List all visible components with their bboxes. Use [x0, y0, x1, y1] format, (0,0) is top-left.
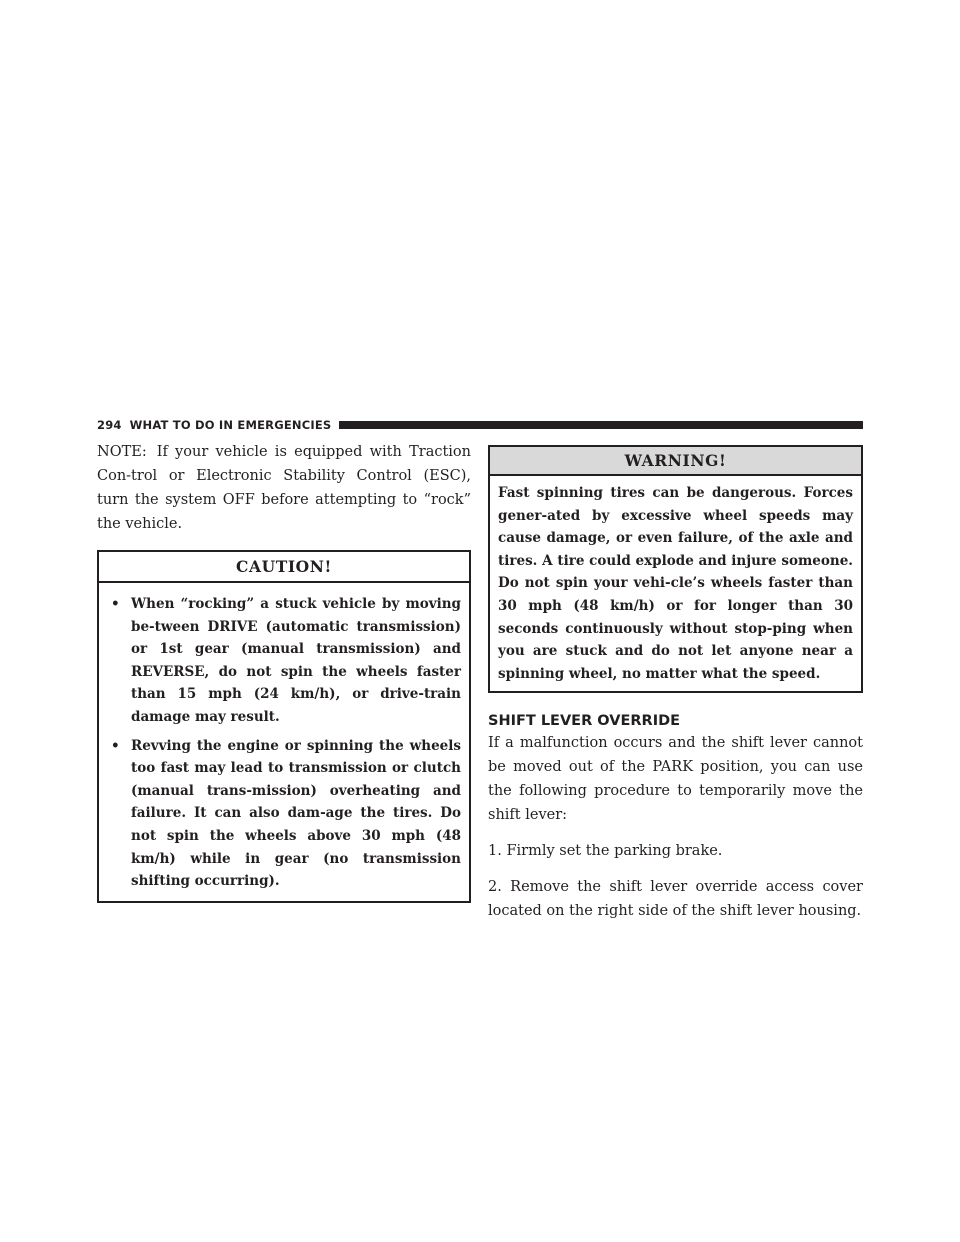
section-title: WHAT TO DO IN EMERGENCIES — [129, 418, 332, 432]
caution-item-text: When “rocking” a stuck vehicle by moving be-tween DRIVE (automatic transmission) or 1st gear (manual transmission) and REVERSE, do not spin the wheels faster than 15 mph (24 km/h), or drive-train damage may result. — [131, 596, 461, 725]
note-text: If your vehicle is equipped with Traction Con-trol or Electronic Stability Control (ESC), turn the system OFF before attempting to “rock” the vehicle. — [97, 444, 471, 532]
caution-item — [111, 735, 461, 893]
page-header — [97, 417, 863, 433]
left-column — [97, 440, 471, 903]
step-item: 1. Firmly set the parking brake. — [488, 843, 723, 860]
warning-box — [488, 445, 863, 693]
right-column — [488, 445, 863, 923]
step-item: 2. Remove the shift lever override access cover located on the right side of the shift lever housing. — [488, 879, 863, 920]
note-paragraph — [97, 440, 471, 536]
shift-lever-intro: If a malfunction occurs and the shift lever cannot be moved out of the PARK position, you can use the following procedure to temporarily move the shift lever: — [488, 735, 863, 824]
note-label: NOTE: — [97, 444, 147, 460]
warning-text: Fast spinning tires can be dangerous. Forces gener-ated by excessive wheel speeds may cause damage, or even failure, of the axle and tires. A tire could explode and injure someone. Do not spin your vehi-cle’s wheels faster than 30 mph (48 km/h) or for longer than 30 seconds continuously without stop-ping when you are stuck and do not let anyone near a spinning wheel, no matter what the speed. — [498, 485, 853, 682]
warning-title: WARNING! — [490, 447, 861, 476]
caution-item — [111, 593, 461, 729]
caution-list — [99, 583, 469, 901]
caution-title: CAUTION! — [99, 552, 469, 583]
bullet-icon: • — [111, 737, 120, 754]
shift-lever-heading: SHIFT LEVER OVERRIDE — [488, 713, 681, 730]
caution-item-text: Revving the engine or spinning the wheels too fast may lead to transmission or clutch (manual trans-mission) overheating and failure. It can also dam-age the tires. Do not spin the wheels above 30 mph (48 km/h) while in gear (no transmission shifting occurring). — [131, 737, 461, 890]
header-rule — [339, 421, 863, 429]
caution-box — [97, 550, 471, 903]
page-number: 294 — [97, 418, 122, 432]
bullet-icon: • — [111, 596, 120, 612]
